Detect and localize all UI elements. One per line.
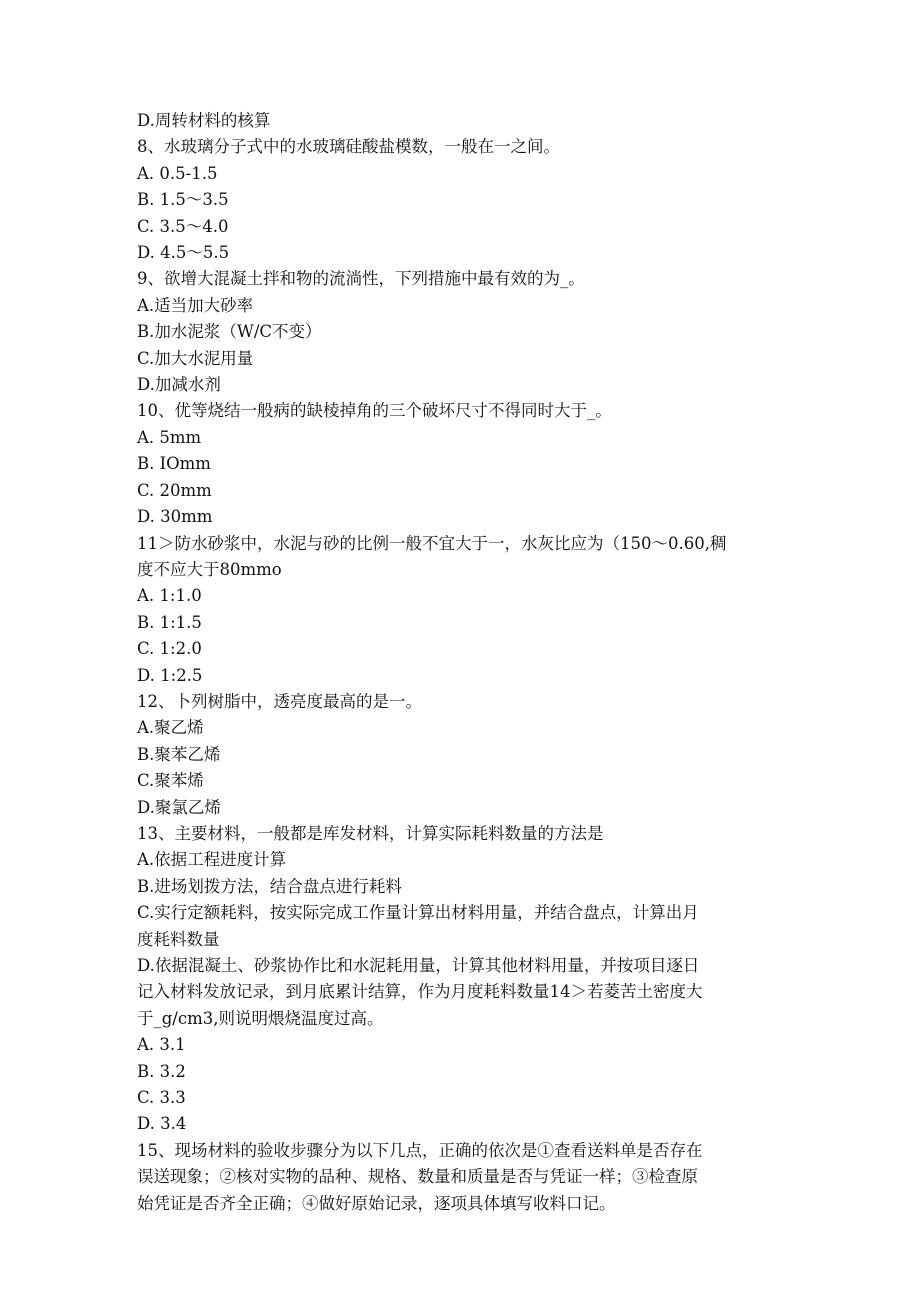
question-line: 误送现象；②核对实物的品种、规格、数量和质量是否与凭证一样；③检查原: [137, 1167, 698, 1187]
option-line: B.进场划拨方法，结合盘点进行耗料: [137, 876, 402, 896]
question-line: 12、卜列树脂中，透亮度最高的是一。: [137, 691, 422, 711]
question-line: 8、水玻璃分子式中的水玻璃硅酸盐模数，一般在一之间。: [137, 137, 560, 157]
option-line: C. 3.5～4.0: [137, 216, 229, 236]
option-line: C.聚苯烯: [137, 771, 204, 791]
option-line: D.加减水剂: [137, 375, 221, 395]
option-line: B. 1:1.5: [137, 612, 202, 632]
option-line: C.实行定额耗料，按实际完成工作量计算出材料用量，并结合盘点，计算出月: [137, 903, 699, 923]
option-line: A. 1:1.0: [137, 586, 202, 606]
option-line: B.加水泥浆（W/C不变）: [137, 322, 322, 342]
option-line: D.聚氯乙烯: [137, 797, 221, 817]
option-line: A.依据工程进度计算: [137, 850, 287, 870]
question-line: 15、现场材料的验收步骤分为以下几点，正确的依次是①查看送料单是否存在: [137, 1140, 703, 1160]
option-line: A.适当加大砂率: [137, 295, 254, 315]
option-line: A. 3.1: [137, 1035, 186, 1055]
question-line: 始凭证是否齐全正确；④做好原始记录，逐项具体填写收料口记。: [137, 1193, 616, 1213]
option-line: B. 1.5～3.5: [137, 190, 229, 210]
question-line: 11＞防水砂浆中，水泥与砂的比例一般不宜大于一，水灰比应为（150～0.60,稠: [137, 533, 727, 553]
option-line: D.依据混凝土、砂浆协作比和水泥耗用量，计算其他材料用量，并按项目逐日: [137, 956, 700, 975]
option-line: C.加大水泥用量: [137, 348, 254, 368]
option-line: D. 4.5～5.5: [137, 243, 230, 263]
option-line: C. 20mm: [137, 480, 212, 500]
option-line: D. 30mm: [137, 507, 213, 527]
question-line: 10、优等烧结一般病的缺棱掉角的三个破坏尺寸不得同时大于_。: [137, 401, 612, 421]
option-line: D.周转材料的核算: [137, 111, 271, 130]
option-line: B.聚苯乙烯: [137, 744, 221, 764]
option-line: A. 0.5-1.5: [137, 163, 218, 183]
document-page: [137, 108, 783, 1217]
option-line: B. 3.2: [137, 1061, 186, 1081]
question-line: 度不应大于80mmo: [137, 559, 282, 579]
option-line: C. 1:2.0: [137, 639, 202, 659]
option-line: D. 3.4: [137, 1114, 187, 1134]
question-line: 于_g/cm3,则说明煨烧温度过高。: [137, 1008, 384, 1028]
question-line: 9、欲增大混凝土拌和物的流淌性，下列措施中最有效的为_。: [137, 269, 585, 289]
option-line: 记入材料发放记录，到月底累计结算，作为月度耗料数量14＞若菱苦土密度大: [137, 982, 703, 1002]
option-line: D. 1:2.5: [137, 665, 203, 685]
option-line: B. IOmm: [137, 454, 211, 474]
question-line: 13、主要材料，一般都是库发材料，计算实际耗料数量的方法是: [137, 823, 604, 843]
option-line: A.聚乙烯: [137, 718, 204, 738]
option-line: 度耗料数量: [137, 929, 220, 949]
option-line: C. 3.3: [137, 1088, 186, 1108]
option-line: A. 5mm: [137, 427, 202, 447]
